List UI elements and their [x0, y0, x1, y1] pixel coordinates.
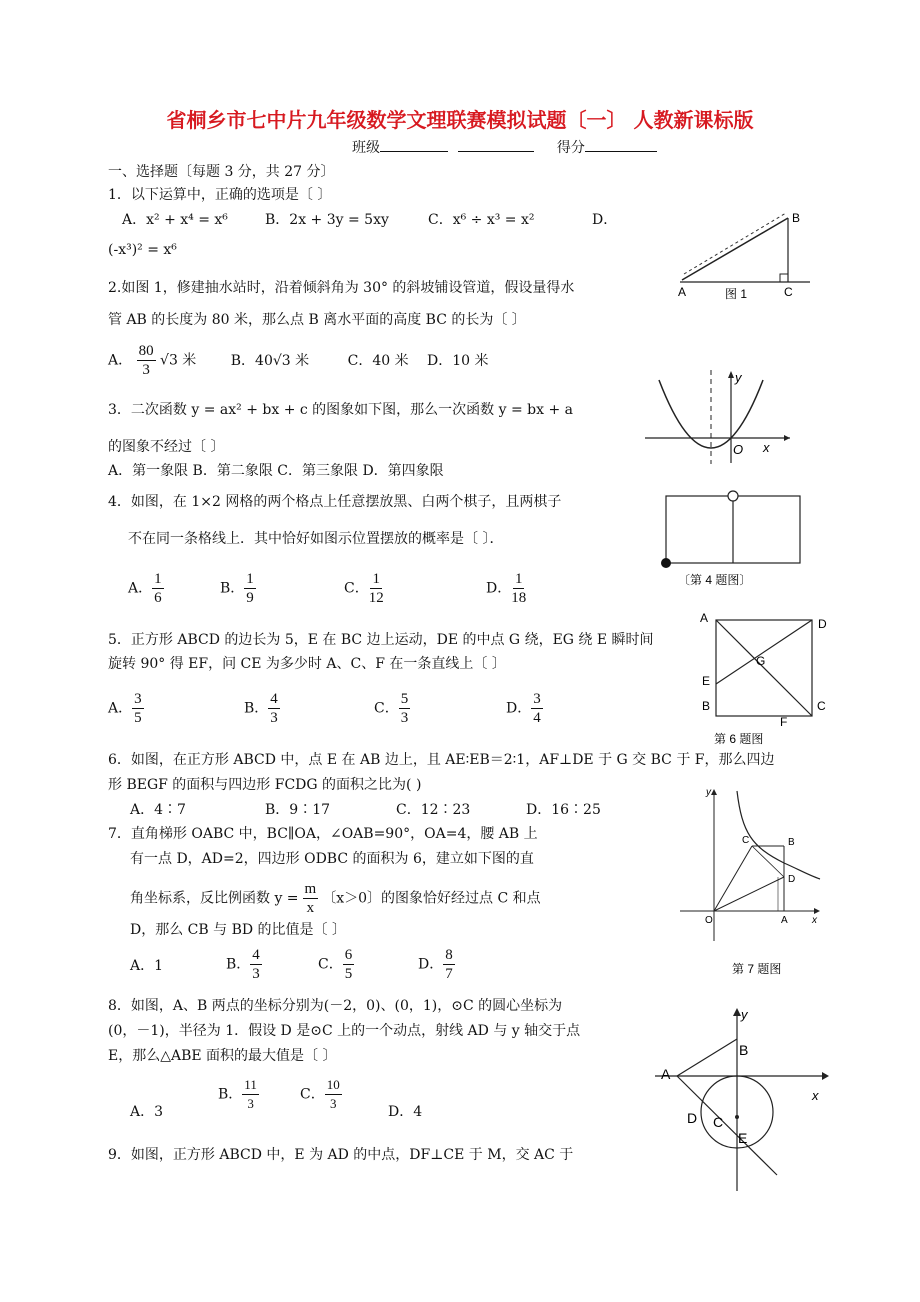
label-b: B [702, 699, 711, 713]
q3-parabola-figure [645, 368, 795, 468]
q4-grid-figure [660, 490, 805, 590]
class-label: 班级 [352, 140, 380, 156]
label-c: C [713, 1114, 724, 1130]
q7-option-a: A．1 [130, 958, 164, 974]
label-e: E [738, 1130, 748, 1146]
label-y: y [741, 1007, 748, 1022]
q8-circle-figure [655, 1005, 835, 1195]
segment-ab [677, 1039, 737, 1076]
q7-line1: 7．直角梯形 OABC 中，BC∥OA，∠OAB=90°，OA=4，腰 AB 上 [108, 826, 538, 842]
q6-caption: 第 6 题图 [714, 732, 764, 746]
q5-line2: 旋转 90° 得 EF，问 CE 为多少时 A、C、F 在一条直线上〔 〕 [108, 656, 506, 672]
q8-option-c: C． $\frac{10}{3}$ [300, 1077, 340, 1111]
q5-option-a: A． $\frac{3}{5}$ [108, 691, 142, 726]
label-d: D [788, 874, 796, 885]
label-c: C [742, 835, 750, 846]
q4-line2: 不在同一条格线上．其中恰好如图示位置摆放的概率是〔 〕． [128, 531, 504, 547]
q7-caption: 第 7 题图 [732, 962, 782, 976]
q2-line2: 管 AB 的长度为 80 米，那么点 B 离水平面的高度 BC 的长为〔 〕 [108, 312, 526, 328]
q8-option-b: B． $\frac{11}{3}$ [218, 1077, 257, 1111]
q1-option-a: A．x² + x⁴ = x⁶ [122, 212, 228, 228]
q6-option-c: C．12∶23 [396, 802, 471, 818]
label-c: C [817, 699, 826, 713]
black-piece [661, 558, 671, 568]
q4-option-d: D． $\frac{1}{18}$ [486, 571, 527, 606]
diagonal-ac [716, 620, 812, 716]
segment-cd [752, 846, 784, 877]
q2-line1: 2.如图 1，修建抽水站时，沿着倾斜角为 30° 的斜坡铺设管道，假设量得水 [108, 280, 575, 296]
q7-line2: 有一点 D，AD=2，四边形 ODBC 的面积为 6，建立如下图的直 [130, 851, 534, 867]
q1-option-b: B．2x + 3y = 5xy [265, 212, 389, 228]
q4-caption: 〔第 4 题图〕 [678, 573, 752, 587]
q1-option-d-label: D． [592, 212, 618, 228]
square-abcd-figure [696, 606, 836, 751]
score-blank [585, 137, 657, 152]
q2-option-c: C．40 米 [347, 352, 409, 369]
q4-option-b: B． $\frac{1}{9}$ [220, 571, 254, 606]
q6-option-a: A．4∶7 [130, 802, 186, 818]
q2-option-d: D．10 米 [427, 352, 489, 369]
section-heading: 一、选择题〔每题 3 分，共 27 分〕 [108, 164, 335, 180]
label-g: G [756, 654, 766, 668]
label-a: A [661, 1066, 671, 1082]
label-b: B [739, 1042, 749, 1058]
q1-option-d: (-x³)² = x⁶ [108, 242, 177, 258]
score-label: 得分 [556, 140, 585, 156]
label-d: D [818, 617, 827, 631]
q8-line2: (0，－1)，半径为 1．假设 D 是⊙C 上的一个动点，射线 AD 与 y 轴交于点 [108, 1023, 581, 1039]
q6-line2: 形 BEGF 的面积与四边形 FCDG 的面积之比为( ) [108, 777, 422, 793]
center-c [735, 1115, 739, 1119]
q7-hyperbola-figure [680, 785, 830, 975]
q6-line1: 6．如图，在正方形 ABCD 中，点 E 在 AB 边上，且 AE∶EB＝2∶1，AF⊥DE 于 G 交 BC 于 F，那么四边 [108, 752, 775, 768]
figure-1 [670, 208, 815, 303]
page-title: 省桐乡市七中片九年级数学文理联赛模拟试题〔一〕 人教新课标版 [166, 108, 754, 132]
class-blank-2 [458, 137, 534, 152]
label-b: B [788, 837, 795, 848]
q1-option-c: C．x⁶ ÷ x³ = x² [428, 212, 535, 228]
q5-option-d: D． $\frac{3}{4}$ [506, 691, 541, 726]
q5-option-c: C． $\frac{5}{3}$ [374, 691, 409, 726]
q6-option-d: D．16∶25 [526, 802, 601, 818]
q7-line4: D，那么 CB 与 BD 的比值是〔 〕 [130, 922, 346, 938]
q8-line1: 8．如图，A、B 两点的坐标分别为(－2，0)、(0，1)，⊙C 的圆心坐标为 [108, 998, 563, 1014]
q8-line3: E，那么△ABE 面积的最大值是〔 〕 [108, 1048, 337, 1064]
label-f: F [780, 715, 788, 729]
q2-a-label: A． [108, 352, 133, 369]
q6-option-b: B．9∶17 [265, 802, 331, 818]
q8-option-a: A．3 [130, 1104, 164, 1120]
q2-a-fraction: $\frac{80}{3}$ [138, 343, 154, 378]
label-e: E [702, 674, 711, 688]
label-y: y [706, 787, 711, 798]
q2-options [108, 342, 489, 379]
label-x: x [812, 1088, 819, 1103]
label-o: O [733, 442, 744, 457]
label-a: A [700, 611, 709, 625]
q4-line1: 4．如图，在 1×2 网格的两个格点上任意摆放黑、白两个棋子，且两棋子 [108, 494, 562, 510]
label-o: O [705, 915, 713, 926]
q7-option-b: B． $\frac{4}{3}$ [226, 947, 260, 982]
right-angle-mark [780, 274, 788, 282]
q7-line3: 角坐标系，反比例函数 y = $\frac{m}{x}$ 〔x＞0〕的图象恰好经过点 C 和点 [130, 881, 541, 916]
q7-option-d: D． $\frac{8}{7}$ [418, 947, 453, 982]
label-y: y [735, 370, 742, 385]
label-x: x [812, 915, 817, 926]
class-blank [380, 137, 448, 152]
q5-option-b: B． $\frac{4}{3}$ [244, 691, 278, 726]
q4-option-a: A． $\frac{1}{6}$ [128, 571, 162, 606]
q9-line1: 9．如图，正方形 ABCD 中，E 为 AD 的中点，DF⊥CE 于 M，交 AC 于 [108, 1147, 574, 1163]
pipe-ab [682, 218, 788, 280]
hyperbola-curve [737, 791, 820, 879]
q8-option-d: D．4 [388, 1104, 423, 1120]
q1-stem: 1．以下运算中，正确的选项是〔 〕 [108, 187, 332, 203]
q3-line2: 的图象不经过〔 〕 [108, 439, 225, 455]
label-a: A [781, 915, 788, 926]
label-c: C [784, 285, 793, 299]
segment-de [716, 620, 812, 684]
q4-option-c: C． $\frac{1}{12}$ [344, 571, 384, 606]
label-a: A [678, 285, 687, 299]
label-b: B [792, 211, 801, 225]
q2-a-tail: √3 米 [160, 352, 197, 369]
q3-line1: 3．二次函数 y = ax² + bx + c 的图象如下图，那么一次函数 y = bx + a [108, 402, 573, 418]
fig1-caption: 图 1 [725, 287, 748, 301]
white-piece [728, 491, 738, 501]
q3-options: A．第一象限 B．第二象限 C．第三象限 D．第四象限 [108, 463, 444, 479]
q5-line1: 5．正方形 ABCD 的边长为 5，E 在 BC 边上运动，DE 的中点 G 绕，EG 绕 E 瞬时间 [108, 632, 654, 648]
label-d: D [687, 1110, 698, 1126]
class-score-line [352, 137, 657, 158]
pipe-texture [684, 213, 786, 274]
label-x: x [763, 440, 770, 455]
q2-option-b: B．40√3 米 [230, 352, 310, 369]
q7-option-c: C． $\frac{6}{5}$ [318, 947, 353, 982]
